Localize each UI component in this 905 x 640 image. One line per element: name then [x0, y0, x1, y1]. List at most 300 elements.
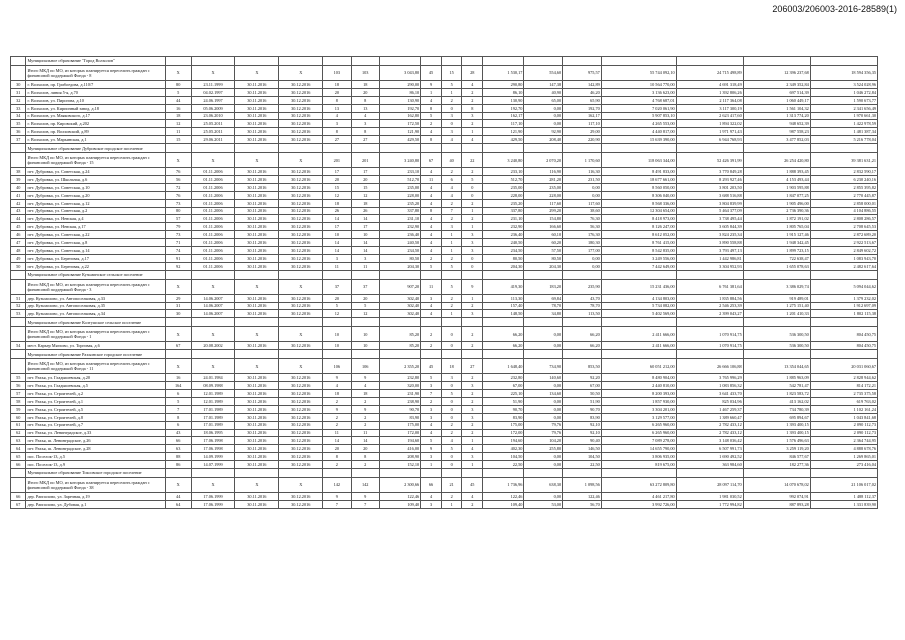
table-cell: 3 249 556,00 — [601, 254, 676, 262]
table-cell: 5 — [441, 445, 462, 453]
table-cell: 180,30 — [563, 239, 602, 247]
table-cell: 86 — [165, 461, 191, 469]
table-cell: 30.11.2016 — [235, 413, 279, 421]
table-cell — [421, 57, 442, 66]
table-cell: 30.12.2016 — [279, 492, 323, 500]
table-cell: 58 — [11, 397, 26, 405]
table-cell — [601, 318, 676, 327]
table-cell: 907,20 — [379, 279, 420, 294]
table-cell: 27 — [462, 359, 483, 374]
table-cell — [524, 57, 563, 66]
table-cell — [235, 350, 279, 359]
table-cell: 30.11.2016 — [235, 112, 279, 120]
table-row — [11, 88, 878, 96]
table-cell: 30.12.2016 — [279, 445, 323, 453]
table-cell: 814 172,21 — [810, 382, 877, 390]
table-cell: 235,00 — [483, 183, 524, 191]
table-cell: 3 — [462, 247, 483, 255]
table-cell: 2 — [351, 421, 379, 429]
table-cell: 2 — [441, 429, 462, 437]
table-cell: 162,17 — [483, 112, 524, 120]
address-cell: пгт. Дубровка, ул. Советская, д.20 — [26, 191, 165, 199]
table-cell: 1 847 077,25 — [743, 191, 810, 199]
table-cell: 542 781,47 — [743, 382, 810, 390]
table-cell: 2 364 744,95 — [810, 437, 877, 445]
table-cell: 72 — [165, 183, 191, 191]
table-cell: 24.01.1984 — [191, 374, 235, 382]
table-cell — [279, 318, 323, 327]
table-cell: 01.11.2006 — [191, 199, 235, 207]
table-cell: 14.06.2007 — [191, 302, 235, 310]
table-cell: 13 — [351, 104, 379, 112]
table-cell — [421, 468, 442, 477]
table-cell: 231,50 — [563, 176, 602, 184]
table-cell: 30.11.2016 — [235, 136, 279, 144]
table-cell: 46,20 — [563, 88, 602, 96]
table-cell — [441, 144, 462, 153]
table-cell: 64 — [165, 500, 191, 508]
table-cell: 231,10 — [483, 215, 524, 223]
table-cell: 35 — [11, 120, 26, 128]
address-cell: дер. Рапполово, ул. Дубовая, д.1 — [26, 500, 165, 508]
table-cell: 192,70 — [563, 104, 602, 112]
table-cell: X — [165, 153, 191, 168]
address-cell: пгт. Дубровка, ул. Советская, д.22 — [26, 231, 165, 239]
table-cell: 30.12.2016 — [279, 176, 323, 184]
table-cell: 2 300,66 — [379, 477, 420, 492]
table-cell: 4 — [441, 437, 462, 445]
table-cell: 65,90 — [563, 96, 602, 104]
table-cell: 1 648,40 — [483, 359, 524, 374]
table-cell: 1 275 151,40 — [743, 302, 810, 310]
table-cell: 30.11.2016 — [235, 492, 279, 500]
table-cell: 30.11.2016 — [235, 191, 279, 199]
table-cell: 29 — [165, 294, 191, 302]
address-cell: дер. Кузьмолово, ул. Автопоселковая, д.35 — [26, 302, 165, 310]
table-cell: 0 — [441, 327, 462, 342]
table-cell: X — [235, 359, 279, 374]
table-cell: 5 — [421, 262, 442, 270]
table-cell: 235,90 — [563, 279, 602, 294]
table-cell — [279, 270, 323, 279]
table-cell — [379, 144, 420, 153]
table-cell: 76 — [165, 191, 191, 199]
table-cell: 30.11.2016 — [235, 176, 279, 184]
table-cell: 2 922 513,67 — [810, 239, 877, 247]
table-cell: 01.11.2006 — [191, 223, 235, 231]
table-cell: 1 — [421, 461, 442, 469]
table-cell: 4 — [441, 183, 462, 191]
table-cell: 57,50 — [524, 247, 563, 255]
table-cell: 10 — [323, 327, 351, 342]
table-cell: 3 — [462, 382, 483, 390]
table-cell: 24 715 498,89 — [676, 66, 743, 81]
table-cell: 01.11.2006 — [191, 215, 235, 223]
table-cell: 6 — [165, 421, 191, 429]
table-cell: 804 450,75 — [810, 342, 877, 350]
table-cell: 290,00 — [379, 81, 420, 89]
table-cell — [676, 350, 743, 359]
table-cell: 3 043,80 — [379, 66, 420, 81]
table-cell: 18 — [351, 390, 379, 398]
table-cell: 17 — [351, 168, 379, 176]
table-cell: 01.11.2006 — [191, 254, 235, 262]
table-row — [11, 453, 878, 461]
table-cell: 9 — [421, 81, 442, 89]
table-cell: 52 — [11, 302, 26, 310]
table-cell: 14.06.2007 — [191, 310, 235, 318]
table-cell: 142 — [323, 477, 351, 492]
table-cell: 30.12.2016 — [279, 247, 323, 255]
table-row — [11, 382, 878, 390]
table-cell: 5 464 377,09 — [676, 207, 743, 215]
table-cell — [11, 270, 26, 279]
table-cell: 12 — [323, 191, 351, 199]
table-cell: 2 117 364,08 — [676, 96, 743, 104]
table-cell: 7 — [351, 500, 379, 508]
table-cell: 30.12.2016 — [279, 453, 323, 461]
table-cell: 53,00 — [524, 500, 563, 508]
table-cell: 66,20 — [483, 327, 524, 342]
table-cell: 30.12.2016 — [279, 294, 323, 302]
table-cell: 4 — [323, 382, 351, 390]
table-cell: 2 — [323, 421, 351, 429]
table-cell — [379, 270, 420, 279]
table-cell: 5 — [441, 81, 462, 89]
table-cell: 14 — [323, 239, 351, 247]
table-cell: 7 — [323, 500, 351, 508]
table-cell: 2 — [441, 199, 462, 207]
table-cell: 30.12.2016 — [279, 223, 323, 231]
table-cell: 8 — [165, 413, 191, 421]
table-cell: 1 802 115,38 — [810, 310, 877, 318]
table-cell: 2 — [421, 342, 442, 350]
table-cell: 30.11.2016 — [235, 207, 279, 215]
table-cell: 235,00 — [524, 183, 563, 191]
table-cell: 1 576 496,63 — [743, 437, 810, 445]
table-cell — [235, 57, 279, 66]
table-cell: 30.12.2016 — [279, 374, 323, 382]
table-cell — [421, 270, 442, 279]
table-cell: 231,10 — [379, 215, 420, 223]
table-cell: X — [279, 327, 323, 342]
table-cell: 2 — [462, 168, 483, 176]
table-cell: 819 675,00 — [601, 461, 676, 469]
table-cell: 56 — [11, 382, 26, 390]
table-cell: 01.11.2006 — [191, 247, 235, 255]
section-title: Муниципальное образование Колтушское сельское поселение — [26, 318, 165, 327]
table-cell: 2 090 112,73 — [810, 429, 877, 437]
table-cell — [483, 318, 524, 327]
table-cell — [165, 270, 191, 279]
table-cell: 17.01.1989 — [191, 421, 235, 429]
table-cell — [165, 350, 191, 359]
table-cell: 0 — [441, 461, 462, 469]
table-cell — [676, 318, 743, 327]
table-cell: 45 — [421, 66, 442, 81]
total-row — [11, 477, 878, 492]
table-cell: 5 — [421, 437, 442, 445]
table-cell: 2 — [462, 199, 483, 207]
table-cell: 1 392 806,26 — [676, 88, 743, 96]
table-cell: 1 389 660,47 — [676, 413, 743, 421]
table-cell: X — [165, 477, 191, 492]
table-cell: 8 — [351, 128, 379, 136]
table-cell: 2 341 656,49 — [810, 104, 877, 112]
table-cell: 1 488 112,37 — [810, 492, 877, 500]
table-cell: 49 — [11, 254, 26, 262]
table-cell — [462, 144, 483, 153]
table-cell: 142 — [351, 477, 379, 492]
section-row — [11, 144, 878, 153]
table-cell: 30.11.2016 — [235, 294, 279, 302]
table-cell — [421, 318, 442, 327]
section-title: Муниципальное образование Кузьминское сельское поселение — [26, 270, 165, 279]
table-cell: 30.12.2016 — [279, 128, 323, 136]
total-row — [11, 153, 878, 168]
table-cell: 302,40 — [379, 294, 420, 302]
table-cell: 2 735 375,58 — [810, 390, 877, 398]
address-cell: г. Волхолов, пр. Волховский, д.89 — [26, 128, 165, 136]
table-cell: 2 — [421, 120, 442, 128]
table-cell: 162,17 — [563, 112, 602, 120]
table-cell: 176,30 — [563, 231, 602, 239]
table-cell: 14.07.1999 — [191, 461, 235, 469]
table-cell: 1 888 393,45 — [743, 168, 810, 176]
address-cell: пгт. Рахья, ул. Строителей, д.5 — [26, 405, 165, 413]
table-cell: 30.12.2016 — [279, 342, 323, 350]
table-cell: 30.12.2016 — [279, 397, 323, 405]
table-cell: 2 — [462, 374, 483, 382]
table-cell — [563, 270, 602, 279]
table-cell: 9 — [351, 492, 379, 500]
table-cell: 92,20 — [563, 374, 602, 382]
table-cell: 0 — [441, 342, 462, 350]
table-cell: 2 855 395,82 — [810, 183, 877, 191]
table-cell: 419,30 — [483, 279, 524, 294]
table-cell — [191, 144, 235, 153]
table-cell: 30.11.2016 — [235, 96, 279, 104]
table-cell: 56,30 — [563, 223, 602, 231]
table-cell — [676, 57, 743, 66]
table-cell: 76,30 — [563, 215, 602, 223]
table-cell — [191, 318, 235, 327]
table-cell: 429,50 — [483, 136, 524, 144]
table-cell: 18.06.1995 — [191, 429, 235, 437]
table-cell: 8 — [462, 104, 483, 112]
table-cell: 20 — [323, 445, 351, 453]
table-cell: 66 — [11, 492, 26, 500]
table-cell — [379, 350, 420, 359]
table-cell: 2 — [441, 421, 462, 429]
table-cell — [191, 270, 235, 279]
table-cell: 4 — [421, 247, 442, 255]
table-cell: 0 — [441, 405, 462, 413]
table-cell — [379, 318, 420, 327]
table-cell: 30.11.2016 — [235, 223, 279, 231]
table-cell: 30.11.2016 — [235, 453, 279, 461]
table-cell: 17.06.1999 — [191, 492, 235, 500]
table-cell: 20 — [351, 294, 379, 302]
table-cell: 5 — [441, 390, 462, 398]
table-cell: 45 — [11, 223, 26, 231]
table-cell: 134,60 — [524, 390, 563, 398]
table-cell: 2 — [441, 254, 462, 262]
table-cell: 117,10 — [563, 120, 602, 128]
table-cell: 83,90 — [483, 413, 524, 421]
table-cell: 194,60 — [483, 437, 524, 445]
table-cell: 65,00 — [524, 96, 563, 104]
table-cell: 44 — [165, 492, 191, 500]
table-cell: 20 — [323, 294, 351, 302]
table-cell: 2 — [441, 168, 462, 176]
table-cell: 0,00 — [524, 112, 563, 120]
table-cell: 337,80 — [379, 207, 420, 215]
table-cell: 6 — [165, 390, 191, 398]
table-cell: 1 — [462, 461, 483, 469]
table-cell: 9 — [323, 405, 351, 413]
table-cell — [483, 350, 524, 359]
table-cell: 16 — [165, 374, 191, 382]
table-cell: 66,20 — [483, 342, 524, 350]
table-row — [11, 492, 878, 500]
table-cell: 83,90 — [379, 413, 420, 421]
table-cell: 21 — [441, 477, 462, 492]
address-cell: г. Волхолов, пр. Кировский, д.202 — [26, 120, 165, 128]
table-cell: 233,10 — [379, 168, 420, 176]
table-cell: 201 — [351, 153, 379, 168]
table-cell: 65 — [11, 453, 26, 461]
address-cell: пос. Поселок-13, д.9 — [26, 461, 165, 469]
table-cell: 71 — [165, 239, 191, 247]
table-cell: 1 — [441, 247, 462, 255]
table-cell: 192,70 — [379, 104, 420, 112]
table-cell: 1 — [462, 437, 483, 445]
table-cell — [421, 350, 442, 359]
table-cell: 30.11.2016 — [235, 382, 279, 390]
table-row — [11, 207, 878, 215]
table-cell: 3 770 849,28 — [676, 168, 743, 176]
table-row — [11, 437, 878, 445]
table-cell: 30.11.2016 — [235, 461, 279, 469]
table-cell: 233,10 — [483, 168, 524, 176]
address-cell: мест. Карьер Мяглово, ул. Торговая, д.6 — [26, 342, 165, 350]
table-cell: 536 300,50 — [743, 327, 810, 342]
table-cell: 30.12.2016 — [279, 382, 323, 390]
table-cell: 1 393 400,15 — [743, 421, 810, 429]
table-cell: X — [165, 359, 191, 374]
table-cell: 05.06.2009 — [191, 104, 235, 112]
table-cell: 8 — [323, 96, 351, 104]
table-cell — [524, 318, 563, 327]
section-title: Муниципальное образование "Город Волхолов" — [26, 57, 165, 66]
table-cell: 2 872 689,20 — [810, 231, 877, 239]
table-cell: 8 480 904,00 — [601, 374, 676, 382]
table-cell — [235, 318, 279, 327]
table-cell: 01.11.2006 — [191, 168, 235, 176]
table-cell: 15 — [441, 66, 462, 81]
table-cell: 722 638,47 — [743, 254, 810, 262]
table-cell: 45 — [421, 359, 442, 374]
address-cell: пгт. Дубровка, ул. Советская, д.14 — [26, 247, 165, 255]
table-cell: 3 240,80 — [483, 153, 524, 168]
table-cell: 39 — [11, 176, 26, 184]
table-cell: 01.11.2006 — [191, 239, 235, 247]
table-cell: 536 300,50 — [743, 342, 810, 350]
table-cell: 60,20 — [524, 239, 563, 247]
table-cell: 1 070 914,75 — [676, 327, 743, 342]
table-cell: 3 — [462, 239, 483, 247]
table-cell: 17.06.1998 — [191, 437, 235, 445]
table-cell: 20.08.2002 — [191, 342, 235, 350]
table-cell: 30.12.2016 — [279, 136, 323, 144]
table-cell: 3 — [323, 120, 351, 128]
total-row — [11, 359, 878, 374]
table-cell: 416,00 — [379, 445, 420, 453]
table-cell: 225,10 — [483, 390, 524, 398]
table-cell — [441, 468, 462, 477]
table-cell: 37 — [11, 136, 26, 144]
table-row — [11, 413, 878, 421]
table-cell: 12.01.1989 — [191, 390, 235, 398]
table-cell — [235, 270, 279, 279]
table-cell: 6 — [441, 176, 462, 184]
table-cell: 992 074,91 — [743, 492, 810, 500]
table-cell: 30.11.2016 — [235, 183, 279, 191]
table-cell: 9 — [351, 405, 379, 413]
table-cell: X — [191, 66, 235, 81]
table-cell: 3 259 119,20 — [743, 445, 810, 453]
table-cell: 116,30 — [563, 168, 602, 176]
table-cell — [379, 57, 420, 66]
table-cell: 30.12.2016 — [279, 207, 323, 215]
table-cell: 4 — [351, 112, 379, 120]
address-cell: пгт. Дубровка, ул. Советская, д.12 — [26, 199, 165, 207]
table-cell: 302,40 — [379, 302, 420, 310]
table-cell: 62 — [11, 429, 26, 437]
table-cell: 80 — [165, 81, 191, 89]
table-cell: 121,90 — [379, 128, 420, 136]
table-cell: 60 — [11, 413, 26, 421]
table-cell: 2 736 390,36 — [743, 207, 810, 215]
section-row — [11, 57, 878, 66]
table-cell — [676, 144, 743, 153]
table-cell: 44 — [11, 215, 26, 223]
table-cell: 55 744 092,10 — [601, 66, 676, 81]
table-cell: 63 — [11, 437, 26, 445]
table-row — [11, 96, 878, 104]
table-cell: 1 899 723,15 — [743, 247, 810, 255]
table-cell: 1 561 104,32 — [743, 104, 810, 112]
table-cell: 2 708 645,53 — [810, 223, 877, 231]
table-cell: 30.12.2016 — [279, 262, 323, 270]
table-cell — [676, 270, 743, 279]
table-cell: 8 306 040,00 — [601, 191, 676, 199]
table-cell: 106 — [323, 359, 351, 374]
table-cell: 30.12.2016 — [279, 183, 323, 191]
table-cell: 234,50 — [483, 247, 524, 255]
table-cell: 66,20 — [563, 342, 602, 350]
table-cell: 10 — [323, 342, 351, 350]
table-cell — [191, 468, 235, 477]
table-cell: 30.11.2016 — [235, 310, 279, 318]
table-cell: 30.12.2016 — [279, 500, 323, 508]
address-cell: дер. Рапполово, ул. Заречная, д.19 — [26, 492, 165, 500]
table-cell: 25.05.2011 — [191, 120, 235, 128]
table-cell: 2 832 590,17 — [810, 168, 877, 176]
table-cell: 3 — [441, 128, 462, 136]
table-cell: 10 564 770,00 — [601, 81, 676, 89]
